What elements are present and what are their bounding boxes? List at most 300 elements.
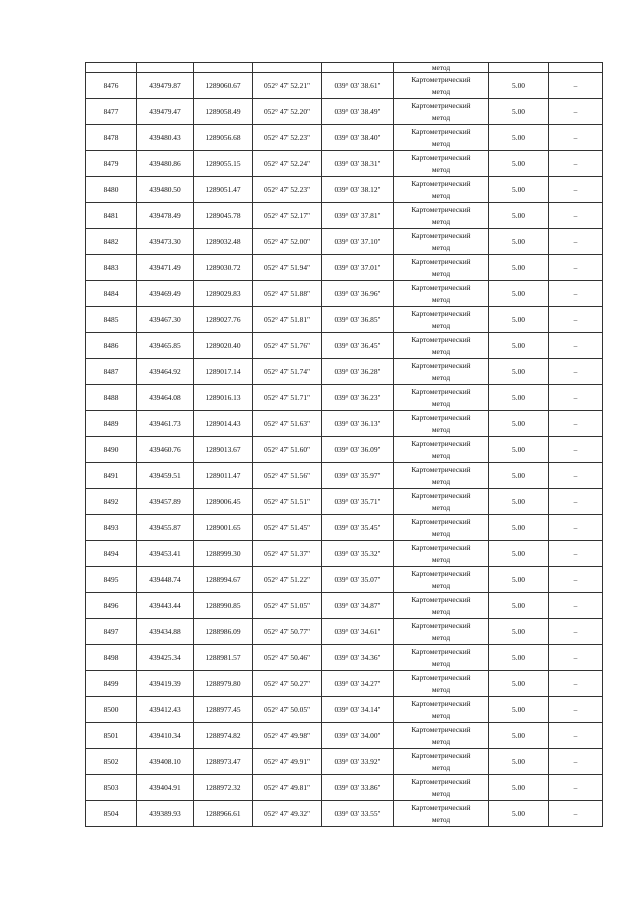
- method-line-1: Картометрический: [411, 750, 471, 760]
- method-cell: [394, 411, 489, 437]
- method-line-2: метод: [431, 294, 451, 304]
- latitude-cell: 052° 47' 51.71": [253, 385, 322, 411]
- table-row: [86, 515, 603, 541]
- table-row: [86, 671, 603, 697]
- latitude-cell: 052° 47' 51.94": [253, 255, 322, 281]
- table-row: [86, 281, 603, 307]
- point-number-cell: 8484: [86, 281, 137, 307]
- method-line-2: метод: [431, 502, 451, 512]
- method-cell: метод: [394, 63, 489, 73]
- latitude-cell: 052° 47' 50.46": [253, 645, 322, 671]
- method-cell: [394, 99, 489, 125]
- method-cell: [394, 723, 489, 749]
- method-line-2: метод: [431, 424, 451, 434]
- accuracy-cell: 5.00: [489, 125, 549, 151]
- point-number-cell: 8499: [86, 671, 137, 697]
- point-number-cell: 8497: [86, 619, 137, 645]
- table-cell: [549, 63, 603, 73]
- note-cell: –: [549, 203, 603, 229]
- coord-x-cell: 439459.51: [137, 463, 194, 489]
- method-line-2: метод: [431, 242, 451, 252]
- note-cell: –: [549, 151, 603, 177]
- coord-y-cell: 1289027.76: [194, 307, 253, 333]
- note-cell: –: [549, 801, 603, 827]
- accuracy-cell: 5.00: [489, 411, 549, 437]
- table-row: [86, 359, 603, 385]
- longitude-cell: 039° 03' 38.12": [322, 177, 394, 203]
- note-cell: –: [549, 619, 603, 645]
- longitude-cell: 039° 03' 33.86": [322, 775, 394, 801]
- coord-x-cell: 439471.49: [137, 255, 194, 281]
- note-cell: –: [549, 697, 603, 723]
- method-line-1: Картометрический: [411, 490, 471, 500]
- method-line-1: Картометрический: [411, 698, 471, 708]
- method-line-1: Картометрический: [411, 100, 471, 110]
- method-line-1: Картометрический: [411, 802, 471, 812]
- coord-y-cell: 1288999.30: [194, 541, 253, 567]
- method-line-1: Картометрический: [411, 542, 471, 552]
- longitude-cell: 039° 03' 34.27": [322, 671, 394, 697]
- note-cell: –: [549, 177, 603, 203]
- longitude-cell: 039° 03' 38.40": [322, 125, 394, 151]
- note-cell: –: [549, 437, 603, 463]
- table-cell: [253, 63, 322, 73]
- method-line-2: метод: [431, 788, 451, 798]
- method-cell: [394, 359, 489, 385]
- note-cell: –: [549, 593, 603, 619]
- table-row: [86, 99, 603, 125]
- note-cell: –: [549, 125, 603, 151]
- coord-y-cell: 1288990.85: [194, 593, 253, 619]
- coord-y-cell: 1289016.13: [194, 385, 253, 411]
- note-cell: –: [549, 671, 603, 697]
- latitude-cell: 052° 47' 52.20": [253, 99, 322, 125]
- method-line-2: метод: [431, 476, 451, 486]
- method-line-1: Картометрический: [411, 620, 471, 630]
- method-line-2: метод: [431, 268, 451, 278]
- table-row: [86, 489, 603, 515]
- longitude-cell: 039° 03' 36.28": [322, 359, 394, 385]
- accuracy-cell: 5.00: [489, 333, 549, 359]
- coord-x-cell: 439465.85: [137, 333, 194, 359]
- coord-x-cell: 439460.76: [137, 437, 194, 463]
- method-line-2: метод: [431, 684, 451, 694]
- point-number-cell: 8476: [86, 73, 137, 99]
- method-cell: [394, 151, 489, 177]
- coord-x-cell: 439389.93: [137, 801, 194, 827]
- table-row: [86, 801, 603, 827]
- note-cell: –: [549, 645, 603, 671]
- accuracy-cell: 5.00: [489, 619, 549, 645]
- coord-x-cell: 439467.30: [137, 307, 194, 333]
- latitude-cell: 052° 47' 51.88": [253, 281, 322, 307]
- table-row: [86, 333, 603, 359]
- coord-x-cell: 439453.41: [137, 541, 194, 567]
- latitude-cell: 052° 47' 50.27": [253, 671, 322, 697]
- coord-y-cell: 1289011.47: [194, 463, 253, 489]
- accuracy-cell: 5.00: [489, 541, 549, 567]
- method-line-2: метод: [431, 346, 451, 356]
- point-number-cell: 8477: [86, 99, 137, 125]
- longitude-cell: 039° 03' 34.14": [322, 697, 394, 723]
- point-number-cell: 8492: [86, 489, 137, 515]
- coord-y-cell: 1289029.83: [194, 281, 253, 307]
- method-line-2: метод: [431, 554, 451, 564]
- method-cell: [394, 203, 489, 229]
- latitude-cell: 052° 47' 51.45": [253, 515, 322, 541]
- accuracy-cell: 5.00: [489, 593, 549, 619]
- coord-y-cell: 1288986.09: [194, 619, 253, 645]
- longitude-cell: 039° 03' 36.85": [322, 307, 394, 333]
- longitude-cell: 039° 03' 35.32": [322, 541, 394, 567]
- table-row: [86, 463, 603, 489]
- longitude-cell: 039° 03' 33.55": [322, 801, 394, 827]
- longitude-cell: 039° 03' 36.23": [322, 385, 394, 411]
- accuracy-cell: 5.00: [489, 151, 549, 177]
- point-number-cell: 8495: [86, 567, 137, 593]
- coord-x-cell: 439461.73: [137, 411, 194, 437]
- accuracy-cell: 5.00: [489, 281, 549, 307]
- point-number-cell: 8493: [86, 515, 137, 541]
- coord-x-cell: 439410.34: [137, 723, 194, 749]
- method-cell: [394, 385, 489, 411]
- latitude-cell: 052° 47' 50.05": [253, 697, 322, 723]
- accuracy-cell: 5.00: [489, 515, 549, 541]
- method-cell: [394, 489, 489, 515]
- method-line-1: Картометрический: [411, 308, 471, 318]
- accuracy-cell: 5.00: [489, 385, 549, 411]
- method-line-2: метод: [431, 216, 451, 226]
- method-line-1: Картометрический: [411, 126, 471, 136]
- method-line-2: метод: [431, 606, 451, 616]
- note-cell: –: [549, 489, 603, 515]
- longitude-cell: 039° 03' 35.71": [322, 489, 394, 515]
- longitude-cell: 039° 03' 35.45": [322, 515, 394, 541]
- coord-x-cell: 439480.86: [137, 151, 194, 177]
- latitude-cell: 052° 47' 52.17": [253, 203, 322, 229]
- method-cell: [394, 229, 489, 255]
- method-cell: [394, 697, 489, 723]
- latitude-cell: 052° 47' 49.81": [253, 775, 322, 801]
- note-cell: –: [549, 775, 603, 801]
- method-line-1: Картометрический: [411, 438, 471, 448]
- note-cell: –: [549, 541, 603, 567]
- coord-y-cell: 1289030.72: [194, 255, 253, 281]
- coord-x-cell: 439469.49: [137, 281, 194, 307]
- coord-y-cell: 1289056.68: [194, 125, 253, 151]
- latitude-cell: 052° 47' 51.60": [253, 437, 322, 463]
- method-line-1: Картометрический: [411, 230, 471, 240]
- coord-x-cell: 439419.39: [137, 671, 194, 697]
- table-row: [86, 775, 603, 801]
- method-line-2: метод: [431, 762, 451, 772]
- point-number-cell: 8489: [86, 411, 137, 437]
- note-cell: –: [549, 333, 603, 359]
- accuracy-cell: 5.00: [489, 775, 549, 801]
- table-row: [86, 437, 603, 463]
- point-number-cell: 8504: [86, 801, 137, 827]
- accuracy-cell: 5.00: [489, 177, 549, 203]
- longitude-cell: 039° 03' 35.07": [322, 567, 394, 593]
- method-cell: [394, 73, 489, 99]
- table-cell: [137, 63, 194, 73]
- note-cell: –: [549, 515, 603, 541]
- coord-x-cell: 439479.47: [137, 99, 194, 125]
- coord-y-cell: 1289017.14: [194, 359, 253, 385]
- table-row: [86, 619, 603, 645]
- accuracy-cell: 5.00: [489, 801, 549, 827]
- method-cell: [394, 593, 489, 619]
- point-number-cell: 8488: [86, 385, 137, 411]
- latitude-cell: 052° 47' 49.91": [253, 749, 322, 775]
- method-line-2: метод: [431, 632, 451, 642]
- coord-y-cell: 1288977.45: [194, 697, 253, 723]
- method-line-2: метод: [431, 138, 451, 148]
- method-line-1: Картометрический: [411, 282, 471, 292]
- method-cell: [394, 515, 489, 541]
- longitude-cell: 039° 03' 37.81": [322, 203, 394, 229]
- accuracy-cell: 5.00: [489, 697, 549, 723]
- note-cell: –: [549, 385, 603, 411]
- method-cell: [394, 307, 489, 333]
- longitude-cell: 039° 03' 37.10": [322, 229, 394, 255]
- method-line-1: Картометрический: [411, 204, 471, 214]
- coord-x-cell: 439464.92: [137, 359, 194, 385]
- latitude-cell: 052° 47' 51.76": [253, 333, 322, 359]
- method-line-2: метод: [431, 658, 451, 668]
- table-row: [86, 697, 603, 723]
- method-line-1: Картометрический: [411, 178, 471, 188]
- latitude-cell: 052° 47' 51.22": [253, 567, 322, 593]
- coord-x-cell: 439480.43: [137, 125, 194, 151]
- table-row: [86, 229, 603, 255]
- latitude-cell: 052° 47' 51.63": [253, 411, 322, 437]
- latitude-cell: 052° 47' 52.00": [253, 229, 322, 255]
- method-line-1: Картометрический: [411, 360, 471, 370]
- table-row: [86, 203, 603, 229]
- table-row: [86, 151, 603, 177]
- point-number-cell: 8501: [86, 723, 137, 749]
- method-line-2: метод: [431, 86, 451, 96]
- method-cell: [394, 567, 489, 593]
- method-cell: [394, 541, 489, 567]
- coord-y-cell: 1289001.65: [194, 515, 253, 541]
- coord-x-cell: 439408.10: [137, 749, 194, 775]
- method-cell: [394, 255, 489, 281]
- accuracy-cell: 5.00: [489, 99, 549, 125]
- accuracy-cell: 5.00: [489, 203, 549, 229]
- longitude-cell: 039° 03' 36.13": [322, 411, 394, 437]
- accuracy-cell: 5.00: [489, 463, 549, 489]
- table-row: [86, 73, 603, 99]
- method-line-1: Картометрический: [411, 74, 471, 84]
- method-line-2: метод: [431, 372, 451, 382]
- method-cell: [394, 463, 489, 489]
- table-cell: [194, 63, 253, 73]
- method-line-1: Картометрический: [411, 412, 471, 422]
- note-cell: –: [549, 723, 603, 749]
- point-number-cell: 8485: [86, 307, 137, 333]
- method-line-2: метод: [431, 398, 451, 408]
- method-line-2: метод: [431, 320, 451, 330]
- method-cell: [394, 749, 489, 775]
- point-number-cell: 8491: [86, 463, 137, 489]
- latitude-cell: 052° 47' 51.37": [253, 541, 322, 567]
- coordinates-table: [85, 62, 603, 827]
- point-number-cell: 8482: [86, 229, 137, 255]
- longitude-cell: 039° 03' 38.31": [322, 151, 394, 177]
- coord-y-cell: 1289060.67: [194, 73, 253, 99]
- coord-y-cell: 1288966.61: [194, 801, 253, 827]
- coord-x-cell: 439479.87: [137, 73, 194, 99]
- note-cell: –: [549, 307, 603, 333]
- point-number-cell: 8496: [86, 593, 137, 619]
- table-row: [86, 749, 603, 775]
- note-cell: –: [549, 281, 603, 307]
- coord-x-cell: 439455.87: [137, 515, 194, 541]
- method-line-2: метод: [431, 450, 451, 460]
- coord-x-cell: 439448.74: [137, 567, 194, 593]
- point-number-cell: 8490: [86, 437, 137, 463]
- table-cell: [489, 63, 549, 73]
- coord-y-cell: 1289006.45: [194, 489, 253, 515]
- note-cell: –: [549, 99, 603, 125]
- point-number-cell: 8486: [86, 333, 137, 359]
- longitude-cell: 039° 03' 34.61": [322, 619, 394, 645]
- method-line-1: Картометрический: [411, 568, 471, 578]
- coord-y-cell: 1288979.80: [194, 671, 253, 697]
- point-number-cell: 8480: [86, 177, 137, 203]
- table-row: [86, 567, 603, 593]
- accuracy-cell: 5.00: [489, 255, 549, 281]
- longitude-cell: 039° 03' 34.87": [322, 593, 394, 619]
- method-line-2: метод: [431, 112, 451, 122]
- table-cell: [86, 63, 137, 73]
- table-row: [86, 541, 603, 567]
- coord-x-cell: 439412.43: [137, 697, 194, 723]
- table-row: [86, 385, 603, 411]
- coord-x-cell: 439473.30: [137, 229, 194, 255]
- table-row: [86, 255, 603, 281]
- continued-row: [86, 63, 603, 73]
- table-row: [86, 593, 603, 619]
- accuracy-cell: 5.00: [489, 73, 549, 99]
- method-line-1: Картометрический: [411, 724, 471, 734]
- point-number-cell: 8503: [86, 775, 137, 801]
- note-cell: –: [549, 255, 603, 281]
- accuracy-cell: 5.00: [489, 437, 549, 463]
- coord-y-cell: 1289055.15: [194, 151, 253, 177]
- method-line-1: Картометрический: [411, 646, 471, 656]
- longitude-cell: 039° 03' 36.09": [322, 437, 394, 463]
- note-cell: –: [549, 359, 603, 385]
- accuracy-cell: 5.00: [489, 307, 549, 333]
- table-row: [86, 125, 603, 151]
- note-cell: –: [549, 229, 603, 255]
- point-number-cell: 8494: [86, 541, 137, 567]
- latitude-cell: 052° 47' 51.05": [253, 593, 322, 619]
- accuracy-cell: 5.00: [489, 671, 549, 697]
- method-cell: [394, 177, 489, 203]
- coord-x-cell: 439425.34: [137, 645, 194, 671]
- point-number-cell: 8481: [86, 203, 137, 229]
- accuracy-cell: 5.00: [489, 567, 549, 593]
- accuracy-cell: 5.00: [489, 229, 549, 255]
- method-line-2: метод: [431, 736, 451, 746]
- method-cell: [394, 801, 489, 827]
- coord-y-cell: 1289032.48: [194, 229, 253, 255]
- coord-y-cell: 1288981.57: [194, 645, 253, 671]
- longitude-cell: 039° 03' 37.01": [322, 255, 394, 281]
- coord-x-cell: 439443.44: [137, 593, 194, 619]
- method-line-2: метод: [431, 814, 451, 824]
- method-line-1: Картометрический: [411, 672, 471, 682]
- longitude-cell: 039° 03' 36.45": [322, 333, 394, 359]
- coord-y-cell: 1289014.43: [194, 411, 253, 437]
- coord-y-cell: 1289045.78: [194, 203, 253, 229]
- accuracy-cell: 5.00: [489, 489, 549, 515]
- latitude-cell: 052° 47' 51.81": [253, 307, 322, 333]
- latitude-cell: 052° 47' 51.56": [253, 463, 322, 489]
- longitude-cell: 039° 03' 38.49": [322, 99, 394, 125]
- longitude-cell: 039° 03' 38.61": [322, 73, 394, 99]
- method-cell: [394, 281, 489, 307]
- point-number-cell: 8498: [86, 645, 137, 671]
- note-cell: –: [549, 463, 603, 489]
- note-cell: –: [549, 411, 603, 437]
- coord-y-cell: 1289051.47: [194, 177, 253, 203]
- point-number-cell: 8483: [86, 255, 137, 281]
- longitude-cell: 039° 03' 34.36": [322, 645, 394, 671]
- method-line-1: Картометрический: [411, 386, 471, 396]
- coord-x-cell: 439457.89: [137, 489, 194, 515]
- method-line-2: метод: [431, 190, 451, 200]
- latitude-cell: 052° 47' 52.24": [253, 151, 322, 177]
- table-row: [86, 411, 603, 437]
- latitude-cell: 052° 47' 50.77": [253, 619, 322, 645]
- method-line-1: Картометрический: [411, 464, 471, 474]
- table-row: [86, 723, 603, 749]
- table-row: [86, 177, 603, 203]
- method-line-1: Картометрический: [411, 776, 471, 786]
- accuracy-cell: 5.00: [489, 749, 549, 775]
- coord-y-cell: 1288973.47: [194, 749, 253, 775]
- table-row: [86, 645, 603, 671]
- longitude-cell: 039° 03' 35.97": [322, 463, 394, 489]
- longitude-cell: 039° 03' 33.92": [322, 749, 394, 775]
- method-cell: [394, 333, 489, 359]
- coord-y-cell: 1289020.40: [194, 333, 253, 359]
- accuracy-cell: 5.00: [489, 359, 549, 385]
- coord-y-cell: 1289058.49: [194, 99, 253, 125]
- coord-x-cell: 439464.08: [137, 385, 194, 411]
- longitude-cell: 039° 03' 36.96": [322, 281, 394, 307]
- coord-x-cell: 439434.88: [137, 619, 194, 645]
- latitude-cell: 052° 47' 52.21": [253, 73, 322, 99]
- point-number-cell: 8478: [86, 125, 137, 151]
- latitude-cell: 052° 47' 51.74": [253, 359, 322, 385]
- latitude-cell: 052° 47' 52.23": [253, 177, 322, 203]
- method-cell: [394, 437, 489, 463]
- method-line-1: Картометрический: [411, 152, 471, 162]
- method-cell: [394, 125, 489, 151]
- method-line-2: метод: [431, 528, 451, 538]
- method-line-1: Картометрический: [411, 334, 471, 344]
- coord-y-cell: 1288972.32: [194, 775, 253, 801]
- longitude-cell: 039° 03' 34.00": [322, 723, 394, 749]
- latitude-cell: 052° 47' 52.23": [253, 125, 322, 151]
- method-line-2: метод: [431, 710, 451, 720]
